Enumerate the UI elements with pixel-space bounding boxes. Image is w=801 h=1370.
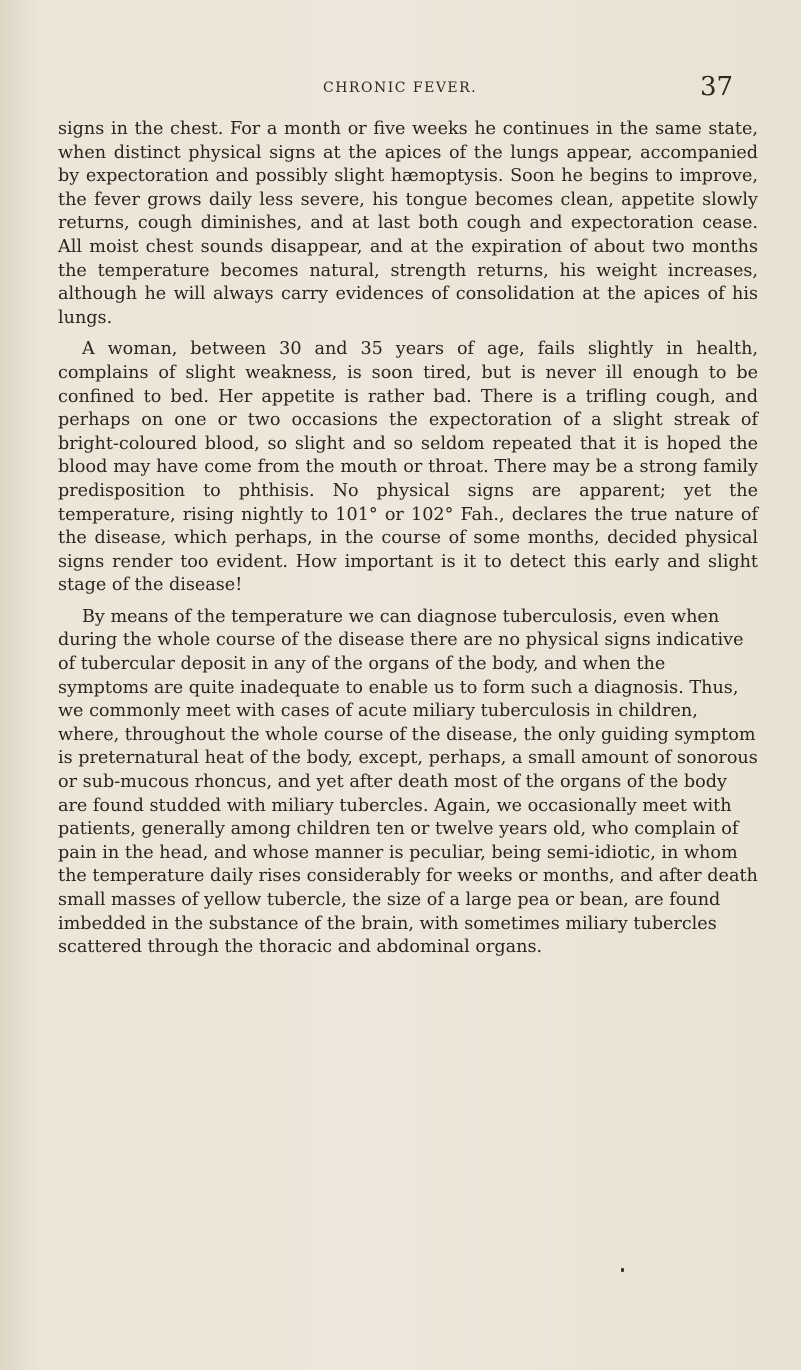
page-header xyxy=(0,72,801,108)
paragraph-woman-case: A woman, between 30 and 35 years of age, fails slightly in health, complains of slight weakness, is soon tired, but is never ill enough to be confined to bed. Her appetite is rather bad. There is a trifling cough, and perhaps on one or two occasions the expectoration of a slight streak of bright-coloured blood, so slight and so seldom repeated that it is hoped the blood may have come from the mouth or throat. There may be a strong family predisposition to phthisis. No physical signs are apparent; yet the temperature, rising nightly to 101° or 102° Fah., declares the true nature of the disease, which perhaps, in the course of some months, decided physical signs render too evident. How important is it to detect this early and slight stage of the disease! xyxy=(58,339,758,596)
paragraph-tuberculosis-diagnosis: By means of the temperature we can diagnose tuberculosis, even when during the whole course of the disease there are no physical signs indicative of tubercular deposit in any of the organs of the body, and when the symptoms are quite inadequate to enable us to form such a diagnosis. Thus, we commonly meet with cases of acute miliary tuberculosis in children, where, throughout the whole course of the disease, the only guiding symptom is preternatural heat of the body, except, perhaps, a small amount of sonorous or sub-mucous rhoncus, and yet after death most of the organs of the body are found studded with miliary tubercles. Again, we occasionally meet with patients, generally among children ten or twelve years old, who complain of pain in the head, and whose manner is peculiar, being semi-idiotic, in whom the temperature daily rises considerably for weeks or months, and after death small masses of yellow tubercle, the size of a large pea or bean, are found imbedded in the substance of the brain, with sometimes miliary tubercles scattered through the thoracic and abdominal organs. xyxy=(58,606,758,958)
paragraph-continued: signs in the chest. For a month or five weeks he continues in the same state, when distinct physical signs at the apices of the lungs appear, accompanied by expectoration and possibly slight hæmoptysis. Soon he begins to improve, the fever grows daily less severe, his tongue becomes clean, appetite slowly returns, cough diminishes, and at last both cough and expectoration cease. All moist chest sounds disappear, and at the expiration of about two months the temperature becomes natural, strength returns, his weight increases, although he will always carry evidences of consolidation at the apices of his lungs. xyxy=(58,119,758,328)
ink-speck xyxy=(621,1268,624,1272)
page-number: 37 xyxy=(700,72,734,102)
running-head: CHRONIC FEVER. xyxy=(323,80,478,96)
body-text xyxy=(58,118,758,968)
